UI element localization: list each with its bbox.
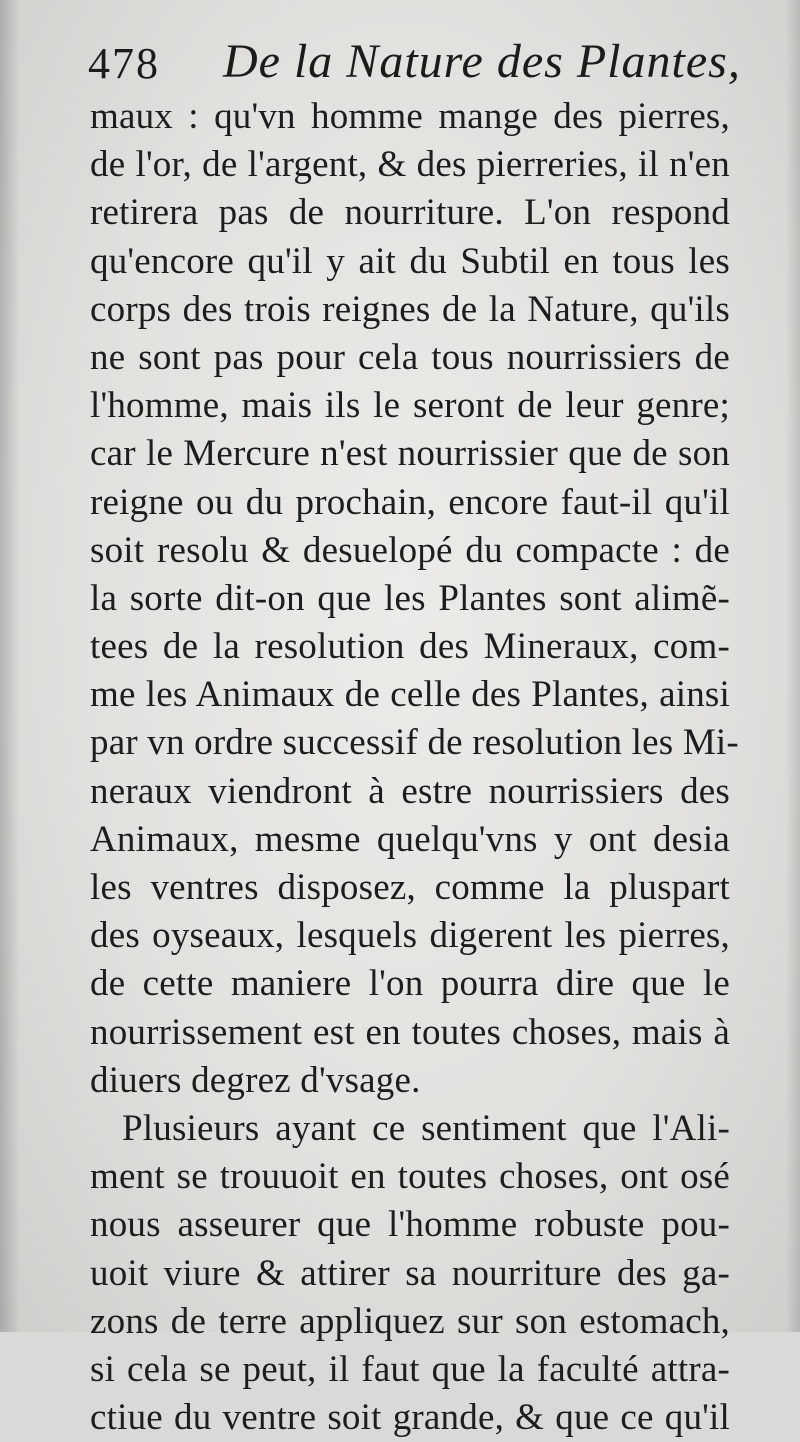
text-line: corps des trois reignes de la Nature, qu'ils <box>90 288 730 330</box>
text-line: soit resolu & desuelopé du compacte : de <box>90 529 730 571</box>
text-line: ctiue du ventre soit grande, & que ce qu'il <box>90 1397 730 1439</box>
text-line: nous asseurer que l'homme robuste pou- <box>90 1204 730 1246</box>
body-text <box>90 93 739 1442</box>
text-line: maux : qu'vn homme mange des pierres, <box>90 96 730 137</box>
text-line: qu'encore qu'il y ait du Subtil en tous les <box>90 240 730 282</box>
text-line: zons de terre appliquez sur son estomach, <box>90 1300 730 1342</box>
text-line: des oyseaux, lesquels digerent les pierres, <box>90 915 730 957</box>
text-line: les ventres disposez, comme la pluspart <box>90 867 730 908</box>
text-line: la sorte dit-on que les Plantes sont alimẽ- <box>90 577 730 619</box>
text-line: uoit viure & attirer sa nourriture des ga- <box>90 1252 730 1294</box>
text-line: si cela se peut, il faut que la faculté attra- <box>90 1348 730 1390</box>
text-line: reigne ou du prochain, encore faut-il qu'il <box>90 481 730 523</box>
text-line: diuers degrez d'vsage. <box>90 1059 421 1101</box>
text-line: neraux viendront à estre nourrissiers des <box>90 770 730 812</box>
text-line: car le Mercure n'est nourrissier que de son <box>90 433 730 475</box>
text-line: nourrissement est en toutes choses, mais à <box>90 1011 730 1053</box>
text-line: de cette maniere l'on pourra dire que le <box>90 963 730 1005</box>
text-line: par vn ordre successif de resolution les Mi- <box>90 722 739 764</box>
running-title: De la Nature des Plantes, <box>223 35 741 88</box>
binding-shadow <box>0 0 20 1332</box>
text-line: l'homme, mais ils le seront de leur genre; <box>90 385 730 427</box>
page-number: 478 <box>88 39 160 88</box>
text-line: retirera pas de nourriture. L'on respond <box>90 192 730 234</box>
text-line: de l'or, de l'argent, & des pierreries, il n'en <box>90 144 730 186</box>
edge-shadow <box>786 0 800 1332</box>
text-line: tees de la resolution des Mineraux, com- <box>90 626 730 668</box>
text-line: Animaux, mesme quelqu'vns y ont desia <box>90 818 730 860</box>
page-header <box>88 32 778 98</box>
text-line: ne sont pas pour cela tous nourrissiers de <box>90 336 730 378</box>
text-line: Plusieurs ayant ce sentiment que l'Ali- <box>122 1107 730 1149</box>
text-line: ment se trouuoit en toutes choses, ont osé <box>90 1156 730 1198</box>
text-line: me les Animaux de celle des Plantes, ainsi <box>90 674 730 716</box>
